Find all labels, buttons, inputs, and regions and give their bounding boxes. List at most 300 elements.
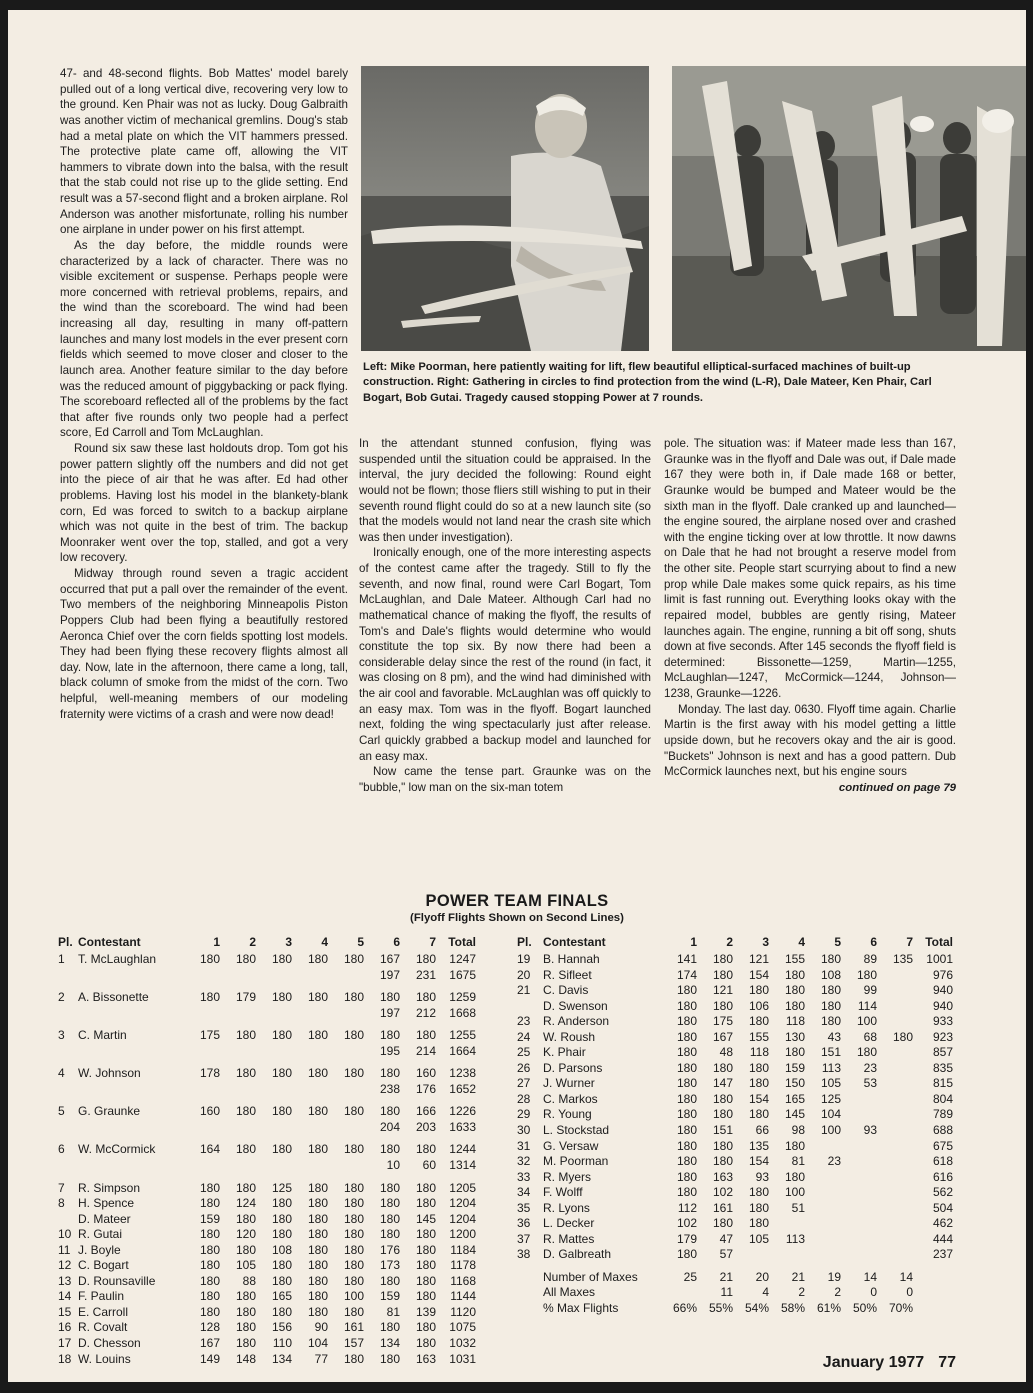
score-cell: 166: [415, 1104, 436, 1119]
place-cell: [58, 1212, 78, 1228]
score-cell: [841, 1092, 877, 1108]
contestant-cell: R. Covalt: [78, 1320, 128, 1335]
score-cell: [292, 1006, 328, 1022]
score-cell: 47: [719, 1231, 733, 1246]
column-header: 3: [762, 935, 769, 949]
score-cell: 180: [199, 1289, 220, 1304]
issue-date: January 1977: [822, 1354, 925, 1371]
column-header: 2: [726, 935, 733, 949]
score-cell: 175: [712, 1014, 733, 1029]
score-cell: 99: [863, 983, 877, 998]
score-cell: 180: [712, 967, 733, 982]
score-cell: 180: [271, 1258, 292, 1273]
score-cell: 180: [343, 1104, 364, 1119]
score-cell: [877, 1076, 913, 1092]
score-cell: 180: [235, 1304, 256, 1319]
score-cell: 789: [932, 1107, 953, 1122]
score-cell: 23: [863, 1060, 877, 1075]
column-header: 4: [798, 935, 805, 949]
contestant-cell: F. Wolff: [543, 1185, 583, 1200]
score-cell: [877, 1232, 913, 1248]
score-cell: [841, 1232, 877, 1248]
score-cell: 167: [712, 1029, 733, 1044]
score-cell: 180: [820, 1014, 841, 1029]
paragraph: In the attendant stunned confusion, flying was suspended until the situation could be appraised. In the interval, the jury decided the following: Round eight would not be flown; those fliers still wishing to put in their seventh round flight could do so at a new launch site (so that the models would not land near the crash site which was then under investigation).: [359, 437, 651, 544]
score-cell: 81: [791, 1154, 805, 1169]
score-cell: 173: [379, 1258, 400, 1273]
score-cell: [733, 1247, 769, 1263]
place-cell: 32: [517, 1154, 531, 1169]
table-row: [517, 1285, 953, 1301]
score-cell: 145: [415, 1211, 436, 1226]
column-header: 6: [393, 935, 400, 949]
score-cell: [877, 1170, 913, 1186]
score-cell: 25: [683, 1269, 697, 1284]
score-cell: 462: [932, 1216, 953, 1231]
score-cell: [877, 1107, 913, 1123]
table-row: [58, 1352, 476, 1368]
score-cell: 180: [415, 1028, 436, 1043]
score-cell: 165: [271, 1289, 292, 1304]
score-cell: 66: [755, 1123, 769, 1138]
score-cell: 180: [307, 1227, 328, 1242]
score-cell: 180: [892, 1029, 913, 1044]
score-cell: 180: [307, 1211, 328, 1226]
score-cell: 180: [415, 1320, 436, 1335]
place-cell: 34: [517, 1185, 531, 1200]
score-cell: 180: [676, 1091, 697, 1106]
score-cell: [256, 1006, 292, 1022]
score-cell: 159: [784, 1060, 805, 1075]
score-cell: 160: [415, 1066, 436, 1081]
score-cell: 180: [748, 1216, 769, 1231]
paragraph: Now came the tense part. Graunke was on the "bubble," low man on the six-man totem: [359, 765, 651, 794]
contestant-cell: Number of Maxes: [543, 1269, 638, 1284]
score-cell: [220, 1158, 256, 1174]
score-cell: 139: [415, 1304, 436, 1319]
score-cell: 180: [235, 1289, 256, 1304]
score-cell: [841, 1216, 877, 1232]
score-cell: 53: [863, 1076, 877, 1091]
table-row: [517, 1263, 953, 1286]
score-cell: 1204: [449, 1196, 476, 1211]
table-row: [517, 1154, 953, 1170]
score-cell: 120: [235, 1227, 256, 1242]
score-cell: 180: [676, 1247, 697, 1262]
score-cell: 155: [784, 952, 805, 966]
score-cell: 180: [271, 1211, 292, 1226]
contestant-cell: C. Bogart: [78, 1258, 129, 1273]
magazine-page: [8, 10, 1026, 1382]
score-cell: 118: [749, 1045, 769, 1060]
score-cell: [841, 1247, 877, 1263]
score-cell: 1259: [449, 990, 476, 1005]
photo-group-in-wind: [672, 66, 1026, 351]
score-cell: 108: [271, 1242, 292, 1257]
score-cell: 61%: [816, 1301, 841, 1316]
score-cell: 174: [676, 967, 697, 982]
score-cell: 1184: [450, 1242, 476, 1257]
score-cell: 180: [748, 1014, 769, 1029]
place-cell: 3: [58, 1028, 65, 1043]
table-header-row: [517, 932, 953, 952]
photo-left-image: [361, 66, 649, 351]
table-row: [517, 1170, 953, 1186]
score-cell: 178: [199, 1066, 220, 1081]
contestant-cell: R. Mattes: [543, 1231, 595, 1246]
contestant-cell: B. Hannah: [543, 952, 600, 966]
score-cell: 204: [379, 1119, 400, 1134]
score-cell: 130: [784, 1029, 805, 1044]
score-cell: 923: [932, 1029, 953, 1044]
score-cell: 180: [748, 1060, 769, 1075]
score-cell: 21: [719, 1269, 733, 1284]
contestant-cell: W. Johnson: [78, 1066, 141, 1081]
score-cell: 81: [386, 1304, 400, 1319]
score-cell: 102: [676, 1216, 697, 1231]
score-cell: 105: [820, 1076, 841, 1091]
contestant-cell: % Max Flights: [543, 1301, 619, 1316]
column-header: Total: [448, 935, 476, 949]
place-cell: 6: [58, 1142, 65, 1157]
table-row: [517, 952, 953, 968]
score-cell: 100: [784, 1185, 805, 1200]
place-cell: 21: [517, 983, 531, 998]
score-cell: [328, 1044, 364, 1060]
photo-right-image: [672, 66, 1026, 351]
score-cell: 159: [199, 1211, 220, 1226]
score-cell: 108: [820, 967, 841, 982]
place-cell: [517, 1285, 543, 1301]
score-cell: [805, 1139, 841, 1155]
article-column-1: [60, 66, 348, 722]
score-cell: 66%: [672, 1301, 697, 1316]
score-cell: 114: [857, 998, 877, 1013]
score-cell: 180: [271, 1028, 292, 1043]
score-cell: 180: [712, 1091, 733, 1106]
table-row: [517, 999, 953, 1015]
score-cell: 180: [856, 1045, 877, 1060]
contestant-cell: R. Myers: [543, 1169, 591, 1184]
place-cell: 8: [58, 1196, 65, 1211]
table-row: [58, 1243, 476, 1259]
place-cell: 37: [517, 1231, 531, 1246]
score-cell: 54%: [744, 1301, 769, 1316]
score-cell: [256, 1158, 292, 1174]
score-cell: 167: [379, 952, 400, 966]
score-cell: 121: [748, 952, 769, 966]
score-cell: 180: [379, 1320, 400, 1335]
score-cell: 180: [748, 1076, 769, 1091]
score-cell: 180: [343, 1028, 364, 1043]
score-cell: 145: [784, 1107, 805, 1122]
score-cell: 160: [199, 1104, 220, 1119]
score-cell: 180: [712, 952, 733, 966]
score-cell: 1247: [449, 952, 476, 966]
table-row: [58, 1044, 476, 1060]
score-cell: 180: [343, 1066, 364, 1081]
table-subtitle: (Flyoff Flights Shown on Second Lines): [410, 912, 624, 924]
score-cell: 1204: [449, 1211, 476, 1226]
score-cell: 154: [748, 1091, 769, 1106]
score-cell: 180: [235, 1104, 256, 1119]
score-cell: 214: [415, 1043, 436, 1058]
score-cell: 105: [235, 1258, 256, 1273]
score-cell: 180: [379, 1196, 400, 1211]
score-cell: 675: [932, 1138, 953, 1153]
score-cell: 151: [820, 1045, 841, 1060]
contestant-cell: H. Spence: [78, 1196, 135, 1211]
table-row: [517, 1030, 953, 1046]
score-cell: [180, 1158, 220, 1174]
score-cell: [877, 1045, 913, 1061]
table-row: [517, 1201, 953, 1217]
column-header: Pl.: [58, 935, 73, 949]
score-cell: 180: [379, 1180, 400, 1195]
score-cell: 1075: [449, 1320, 476, 1335]
score-cell: 180: [343, 1258, 364, 1273]
score-cell: 180: [676, 998, 697, 1013]
score-cell: 1652: [449, 1081, 476, 1096]
score-cell: 1238: [449, 1066, 476, 1081]
column-header: Total: [925, 935, 953, 949]
score-cell: 180: [271, 990, 292, 1005]
score-cell: 231: [415, 967, 436, 982]
score-cell: 212: [415, 1005, 436, 1020]
score-cell: 180: [271, 1273, 292, 1288]
score-cell: 180: [415, 990, 436, 1005]
contestant-cell: D. Mateer: [78, 1211, 131, 1226]
score-cell: 180: [784, 983, 805, 998]
score-cell: 180: [415, 1336, 436, 1351]
score-cell: 835: [932, 1060, 953, 1075]
score-cell: 180: [199, 1196, 220, 1211]
score-cell: 50%: [852, 1301, 877, 1316]
score-cell: 940: [932, 998, 953, 1013]
score-cell: 237: [932, 1247, 953, 1262]
score-cell: [180, 1120, 220, 1136]
contestant-cell: [78, 1044, 180, 1060]
score-cell: 179: [676, 1231, 697, 1246]
score-cell: 180: [676, 1029, 697, 1044]
score-cell: 180: [415, 952, 436, 966]
score-cell: 155: [748, 1029, 769, 1044]
score-cell: 180: [712, 1107, 733, 1122]
paragraph: Round six saw these last holdouts drop. Tom got his power pattern slightly off the numbers and did not get into the piece of air that he was after. Ed had other problems. Having lost his model in the blankety-blank corn, Ed was forced to switch to a backup airplane which was not quite in the best of trim. The backup Moonraker went over the top, stalled, and got a very low recovery.: [60, 442, 348, 565]
paragraph: pole. The situation was: if Mateer made less than 167, Graunke was in the flyoff and Dale was out, if Dale made 167 they were both in, if Dale made 168 or better, Graunke would be bumped and Mateer would be the sixth man in the flyoff. Dale cranked up and launched—the engine soured, the airplane nosed over and crashed with the engine ticking over at low throttle. It now dawns on Dale that he had not brought a reserve model from the other site. People start scurrying about to find a new prop while Dale makes some quick repairs, as his time limit is fast running out. Everything looks okay with the repaired model, bubbles are gently rising, Mateer launches again. The engine, running a bit off song, shuts down at five seconds. After 145 seconds the flyoff field is determined: Bissonette—1259, Martin—1255, McLaughlan—1247, McCormick—1244, Johnson—1238, Graunke—1226.: [664, 437, 956, 700]
score-cell: 14: [899, 1269, 913, 1284]
score-cell: [805, 1170, 841, 1186]
table-row: [58, 1212, 476, 1228]
score-cell: 175: [199, 1028, 220, 1043]
table-row: [58, 1196, 476, 1212]
score-cell: 180: [307, 1180, 328, 1195]
table-row: [517, 1247, 953, 1263]
contestant-cell: L. Stockstad: [543, 1123, 610, 1138]
score-cell: 1144: [450, 1289, 476, 1304]
score-cell: 180: [784, 1138, 805, 1153]
score-cell: 180: [415, 1196, 436, 1211]
score-cell: 149: [199, 1351, 220, 1366]
score-cell: 180: [343, 1351, 364, 1366]
column-header: 3: [285, 935, 292, 949]
table-row: [517, 1139, 953, 1155]
score-cell: [180, 968, 220, 984]
score-cell: 180: [307, 1066, 328, 1081]
score-cell: [841, 1154, 877, 1170]
score-cell: [913, 1301, 953, 1317]
score-cell: [328, 1120, 364, 1136]
place-cell: 4: [58, 1066, 65, 1081]
place-cell: 20: [517, 967, 531, 982]
score-cell: 180: [235, 1142, 256, 1157]
photo-mike-poorman: [361, 66, 649, 351]
table-row: [58, 1174, 476, 1197]
score-cell: 180: [235, 1320, 256, 1335]
score-cell: [841, 1185, 877, 1201]
table-row: [58, 1274, 476, 1290]
score-cell: 135: [748, 1138, 769, 1153]
table-row: [58, 1158, 476, 1174]
score-cell: 203: [415, 1119, 436, 1134]
contestant-cell: D. Swenson: [543, 998, 608, 1013]
score-cell: 180: [379, 1066, 400, 1081]
score-cell: [805, 1185, 841, 1201]
score-cell: 180: [379, 1104, 400, 1119]
score-cell: 180: [199, 952, 220, 966]
score-cell: 180: [820, 998, 841, 1013]
place-cell: 38: [517, 1247, 531, 1262]
score-cell: 100: [343, 1289, 364, 1304]
score-cell: 104: [820, 1107, 841, 1122]
score-cell: 88: [242, 1273, 256, 1288]
place-cell: [517, 999, 543, 1015]
place-cell: 15: [58, 1304, 72, 1319]
score-cell: [328, 1082, 364, 1098]
place-cell: 25: [517, 1045, 531, 1060]
score-cell: 618: [932, 1154, 953, 1169]
contestant-cell: D. Galbreath: [543, 1247, 612, 1262]
contestant-cell: R. Gutai: [78, 1227, 123, 1242]
table-row: [58, 1006, 476, 1022]
score-cell: 180: [379, 1273, 400, 1288]
score-cell: 180: [676, 1185, 697, 1200]
score-cell: [877, 1061, 913, 1077]
score-cell: 180: [271, 1196, 292, 1211]
score-cell: [328, 968, 364, 984]
score-cell: [220, 1006, 256, 1022]
score-cell: 180: [676, 983, 697, 998]
score-cell: 180: [676, 1138, 697, 1153]
score-cell: [657, 1285, 697, 1301]
score-cell: 180: [199, 1180, 220, 1195]
score-cell: 180: [271, 1142, 292, 1157]
score-cell: [220, 1120, 256, 1136]
score-cell: 104: [307, 1336, 328, 1351]
score-cell: 100: [820, 1123, 841, 1138]
table-row: [58, 1059, 476, 1082]
score-cell: 1032: [449, 1336, 476, 1351]
contestant-cell: D. Rounsaville: [78, 1273, 156, 1288]
score-cell: 1001: [926, 952, 953, 966]
contestant-cell: [78, 968, 180, 984]
table-row: [58, 1135, 476, 1158]
score-cell: [805, 1201, 841, 1217]
place-cell: 28: [517, 1091, 531, 1106]
place-cell: 24: [517, 1029, 531, 1044]
score-cell: 180: [271, 1104, 292, 1119]
place-cell: 11: [58, 1242, 71, 1257]
score-cell: 105: [748, 1231, 769, 1246]
score-cell: 135: [892, 952, 913, 966]
contestant-cell: [78, 1158, 180, 1174]
score-cell: [292, 1082, 328, 1098]
score-cell: 180: [415, 1289, 436, 1304]
column-header: 6: [870, 935, 877, 949]
score-cell: 562: [932, 1185, 953, 1200]
score-cell: 163: [415, 1351, 436, 1366]
score-cell: [292, 968, 328, 984]
contestant-cell: [78, 1120, 180, 1136]
score-cell: 197: [379, 967, 400, 982]
score-cell: 125: [271, 1180, 292, 1195]
score-cell: 55%: [708, 1301, 733, 1316]
score-cell: 0: [906, 1285, 913, 1300]
score-cell: 504: [932, 1200, 953, 1215]
contestant-cell: R. Anderson: [543, 1014, 610, 1029]
score-cell: 70%: [888, 1301, 913, 1316]
score-cell: 180: [784, 1045, 805, 1060]
contestant-cell: C. Martin: [78, 1028, 127, 1043]
score-cell: 118: [785, 1014, 805, 1029]
contestant-cell: G. Versaw: [543, 1138, 599, 1153]
place-cell: 35: [517, 1200, 531, 1215]
score-cell: 180: [235, 1180, 256, 1195]
score-cell: 180: [415, 1273, 436, 1288]
score-cell: 180: [676, 1014, 697, 1029]
score-cell: [769, 1247, 805, 1263]
place-cell: 12: [58, 1258, 72, 1273]
score-cell: [841, 1139, 877, 1155]
score-cell: [292, 1158, 328, 1174]
score-cell: 0: [870, 1285, 877, 1300]
results-table-right: [517, 932, 953, 1317]
contestant-cell: J. Boyle: [78, 1242, 121, 1257]
contestant-cell: R. Lyons: [543, 1200, 590, 1215]
score-cell: 195: [379, 1043, 400, 1058]
table-row: [517, 1014, 953, 1030]
score-cell: [913, 1263, 953, 1286]
table-row: [58, 1227, 476, 1243]
score-cell: 180: [343, 1142, 364, 1157]
paragraph: Ironically enough, one of the more interesting aspects of the contest came after the tragedy. Still to fly the seventh, and now final, round were Carl Bogart, Tom McLaughlan, and Dale Mateer. Although Carl had no mathematical chance of making the flyoff, the results of Tom's and Dale's flights would determine who would constitute the top six. By now there had been a considerable delay since the rest of the round (in fact, it was closing on 8 pm), and the wind had diminished with the air cool and favorable. McLaughlan was off quickly to an easy max. Tom was in the flyoff. Bogart launched next, folding the wing spectacularly just after release. Carl quickly grabbed a backup model and launched for an easy max.: [359, 546, 651, 763]
score-cell: 180: [856, 967, 877, 982]
contestant-cell: A. Bissonette: [78, 990, 149, 1005]
score-cell: 180: [307, 1304, 328, 1319]
score-cell: 180: [307, 1242, 328, 1257]
table-row: [58, 1097, 476, 1120]
score-cell: [841, 1201, 877, 1217]
score-cell: 180: [415, 1258, 436, 1273]
score-cell: [877, 1139, 913, 1155]
score-cell: 180: [235, 1211, 256, 1226]
score-cell: 180: [199, 1273, 220, 1288]
score-cell: 68: [863, 1029, 877, 1044]
contestant-cell: E. Carroll: [78, 1304, 129, 1319]
table-row: [517, 1232, 953, 1248]
score-cell: 180: [784, 967, 805, 982]
table-row: [517, 1107, 953, 1123]
